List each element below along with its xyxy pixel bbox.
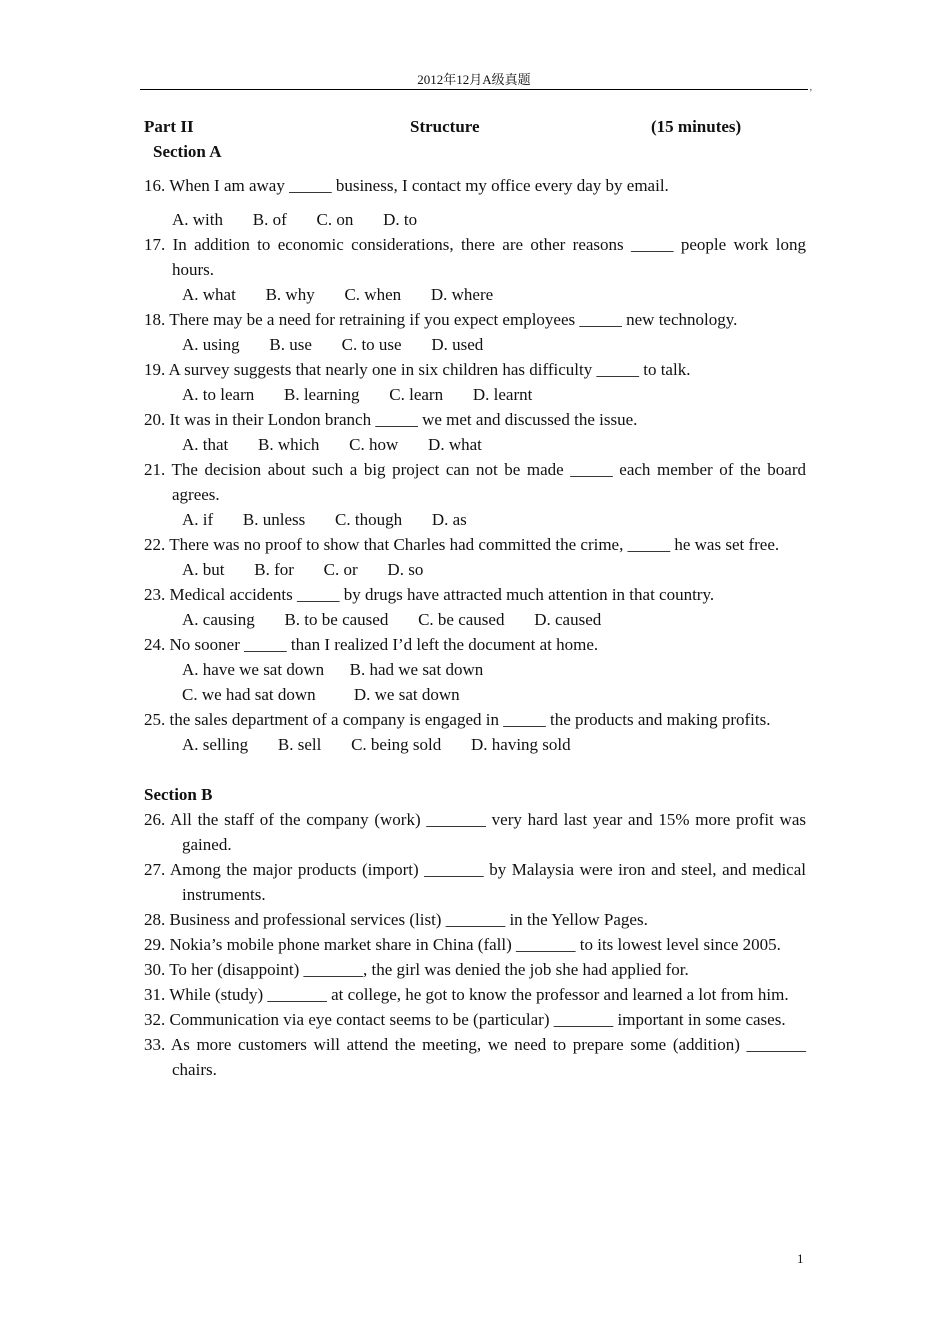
question-item	[144, 632, 806, 707]
exam-content	[144, 114, 806, 1082]
option: A. what	[182, 285, 236, 304]
option: C. learn	[389, 385, 444, 404]
fill-in-question: 31. While (study) _______ at college, he got to know the professor and learned a lot from him.	[144, 985, 789, 1004]
question-text: 19. A survey suggests that nearly one in six children has difficulty _____ to talk.	[144, 360, 691, 379]
option: B. had we sat down	[349, 660, 484, 679]
section-a-title: Section A	[153, 142, 222, 161]
option: D. where	[430, 285, 494, 304]
option: A. using	[182, 335, 240, 354]
fill-in-question: 33. As more customers will attend the meeting, we need to prepare some (addition) _______ chairs.	[144, 1035, 806, 1079]
option: D. we sat down	[353, 685, 460, 704]
option: A. that	[182, 435, 229, 454]
option: D. as	[431, 510, 467, 529]
part-time: (15 minutes)	[651, 117, 742, 136]
question-item	[144, 532, 806, 582]
section-a-questions	[144, 173, 806, 757]
question-options	[144, 507, 806, 532]
question-options	[144, 557, 806, 582]
question-text: 20. It was in their London branch _____ we met and discussed the issue.	[144, 410, 638, 429]
option: C. be caused	[418, 610, 505, 629]
option: A. but	[182, 560, 225, 579]
question-item	[144, 173, 806, 232]
question-options	[144, 207, 806, 232]
part-name: Structure	[410, 117, 480, 136]
option: B. of	[252, 210, 287, 229]
question-item	[144, 457, 806, 532]
option: C. when	[344, 285, 402, 304]
question-options	[144, 332, 806, 357]
question-options	[144, 732, 806, 757]
question-text: 22. There was no proof to show that Charles had committed the crime, _____ he was set free.	[144, 535, 780, 554]
option: D. learnt	[472, 385, 533, 404]
question-text: 24. No sooner _____ than I realized I’d left the document at home.	[144, 635, 599, 654]
option: D. so	[387, 560, 424, 579]
question-item	[144, 582, 806, 632]
page-header	[140, 70, 812, 92]
header-mark: ,	[809, 82, 812, 92]
question-item	[144, 707, 806, 757]
option: A. if	[182, 510, 214, 529]
fill-in-question: 26. All the staff of the company (work) _______ very hard last year and 15% more profit was gained.	[144, 810, 806, 854]
option: C. on	[316, 210, 354, 229]
question-text: 18. There may be a need for retraining if you expect employees _____ new technology.	[144, 310, 738, 329]
fill-in-question: 28. Business and professional services (list) _______ in the Yellow Pages.	[144, 910, 648, 929]
option: D. what	[428, 435, 482, 454]
option: C. to use	[341, 335, 402, 354]
option: C. or	[323, 560, 358, 579]
section-b-questions	[144, 807, 806, 1082]
question-text: 16. When I am away _____ business, I contact my office every day by email.	[144, 176, 669, 195]
question-options	[144, 432, 806, 457]
option: C. how	[349, 435, 399, 454]
option: C. being sold	[351, 735, 442, 754]
option: C. we had sat down	[182, 685, 316, 704]
option: D. having sold	[471, 735, 571, 754]
option: A. have we sat down	[182, 660, 325, 679]
option: B. why	[265, 285, 315, 304]
part-label: Part II	[144, 117, 194, 136]
fill-in-question: 32. Communication via eye contact seems to be (particular) _______ important in some cases.	[144, 1010, 786, 1029]
part-heading	[144, 114, 806, 139]
option: B. sell	[277, 735, 322, 754]
option: B. to be caused	[284, 610, 389, 629]
option: D. caused	[534, 610, 602, 629]
question-options	[144, 282, 806, 307]
option: D. to	[383, 210, 418, 229]
question-item	[144, 232, 806, 307]
question-options	[144, 607, 806, 632]
question-item	[144, 407, 806, 457]
section-b-title: Section B	[144, 785, 213, 804]
page-number: 1	[797, 1251, 804, 1266]
option: C. though	[335, 510, 403, 529]
option: D. used	[431, 335, 484, 354]
fill-in-question: 30. To her (disappoint) _______, the girl was denied the job she had applied for.	[144, 960, 689, 979]
option: B. for	[254, 560, 294, 579]
fill-in-question: 29. Nokia’s mobile phone market share in China (fall) _______ to its lowest level since 2005.	[144, 935, 781, 954]
header-title: 2012年12月A级真题	[417, 72, 531, 87]
option: A. to learn	[182, 385, 255, 404]
option: B. use	[269, 335, 312, 354]
question-item	[144, 357, 806, 407]
question-text: 25. the sales department of a company is engaged in _____ the products and making profits.	[144, 710, 771, 729]
question-item	[144, 307, 806, 357]
option: A. selling	[182, 735, 249, 754]
question-options	[144, 657, 806, 707]
fill-in-question: 27. Among the major products (import) _______ by Malaysia were iron and steel, and medical instruments.	[144, 860, 806, 904]
option: B. which	[258, 435, 320, 454]
question-text: 21. The decision about such a big project can not be made _____ each member of the board agrees.	[144, 460, 806, 504]
question-options	[144, 382, 806, 407]
option: A. with	[172, 210, 223, 229]
section-spacer	[144, 757, 806, 782]
option: B. unless	[242, 510, 306, 529]
question-text: 17. In addition to economic considerations, there are other reasons _____ people work long hours.	[144, 235, 806, 279]
option: A. causing	[182, 610, 255, 629]
option: B. learning	[283, 385, 360, 404]
question-text: 23. Medical accidents _____ by drugs have attracted much attention in that country.	[144, 585, 715, 604]
